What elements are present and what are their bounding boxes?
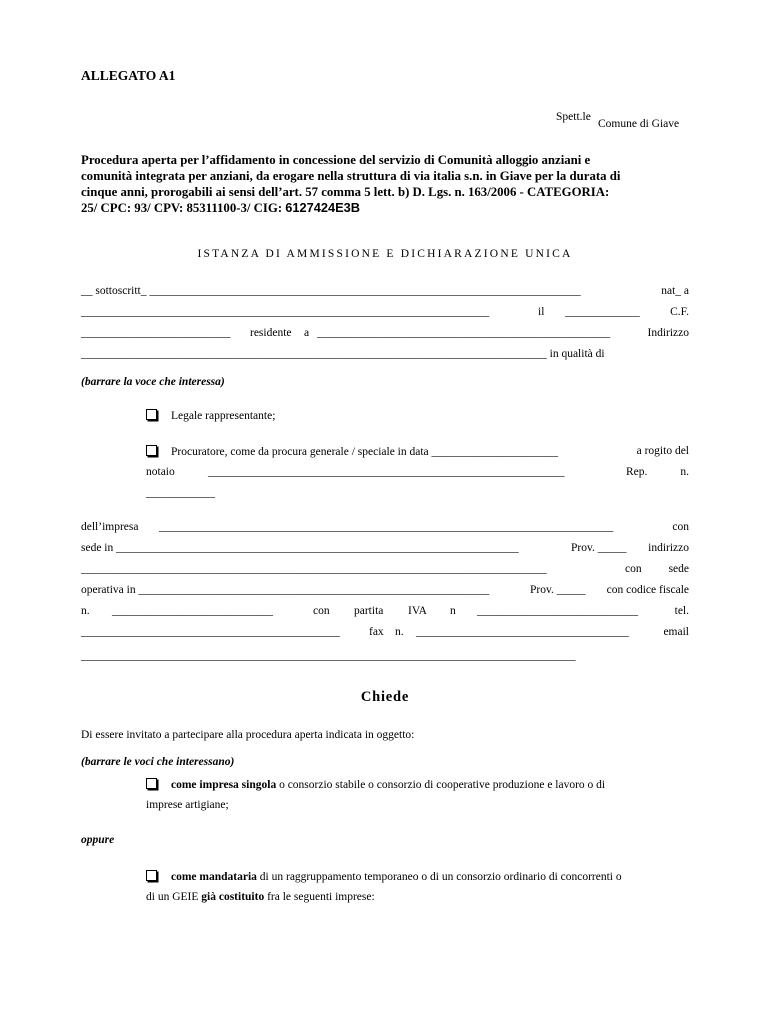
mandataria-rest: di un raggruppamento temporaneo o di un consorzio ordinario di concorrenti o [256, 871, 622, 883]
impresa-field: _______________________________________________________________________________ [159, 521, 614, 533]
cf-iva-line [81, 605, 689, 617]
il-label: il [538, 306, 545, 318]
rep-number-field: ____________ [146, 487, 215, 499]
mandataria-geie: di un GEIE [146, 891, 202, 903]
oppure-label: oppure [81, 834, 115, 846]
cig-code: 6127424E3B [285, 200, 360, 215]
rep-label: Rep. [626, 466, 648, 478]
subject-line-3: cinque anni, prorogabili ai sensi dell’art. 57 comma 5 lett. b) D. Lgs. n. 163/2006 - CATEGORIA: [81, 185, 610, 199]
mandataria-costituito: già costituito [201, 891, 265, 903]
impresa-label: dell’impresa [81, 521, 139, 533]
cf-label: C.F. [670, 306, 689, 318]
tel-field: _____________________________________________ [81, 626, 340, 638]
sottoscritto-field: __ sottoscritt_ ___________________________________________________________________________ [81, 285, 581, 297]
checkbox-procuratore[interactable] [146, 445, 157, 456]
prov-field-2: Prov. _____ [530, 584, 586, 596]
sede-field: sede in ______________________________________________________________________ [81, 542, 519, 554]
sede-line [81, 542, 689, 554]
singola-bold: come impresa singola [171, 779, 277, 791]
operativa-line [81, 584, 689, 596]
option-mandataria[interactable] [146, 870, 689, 883]
checkbox-mandataria[interactable] [146, 870, 157, 881]
chiede-text: Chiede [360, 689, 410, 705]
istanza-title [0, 248, 770, 260]
birthdate-field: _____________ [565, 306, 640, 318]
codice-fiscale-label: con codice fiscale [606, 584, 689, 596]
subject-line-4 [81, 200, 620, 216]
barrare-note-2: (barrare le voci che interessano) [81, 756, 235, 768]
mandataria-tail: fra le seguenti imprese: [264, 891, 375, 903]
cpv-text: 25/ CPC: 93/ CPV: 85311100-3/ CIG: [81, 201, 286, 215]
singola-rest: o consorzio stabile o consorzio di cooperative produzione e lavoro o di [276, 779, 606, 791]
invito-text: Di essere invitato a partecipare alla procedura aperta indicata in oggetto: [81, 729, 415, 741]
residence-line [81, 327, 689, 339]
operativa-field: operativa in _____________________________________________________________ [81, 584, 490, 596]
address-field: _________________________________________________________________________________ [81, 348, 547, 360]
con-label-2: con [625, 563, 642, 575]
sede-label: sede [668, 563, 689, 575]
tel-fax-line [81, 626, 689, 638]
mandataria-line-2 [146, 891, 375, 903]
istanza-title-text: ISTANZA DI AMMISSIONE E DICHIARAZIONE UNICA [197, 248, 573, 260]
residente-label: residente [250, 327, 292, 339]
birth-line [81, 306, 689, 318]
mandataria-bold: come mandataria [171, 871, 257, 883]
con-label-1: con [672, 521, 689, 533]
notaio-line [146, 466, 689, 478]
procuratore-text: Procuratore, come da procura generale / speciale in data ______________________ [171, 446, 559, 458]
sede-address-field: _________________________________________________________________________________ [81, 563, 547, 575]
a-rogito-label: a rogito del [636, 445, 689, 457]
nato-a-label: nat_ a [661, 285, 689, 297]
allegato-title: ALLEGATO A1 [81, 68, 176, 83]
notaio-field: ______________________________________________________________ [208, 466, 565, 478]
subject-line-2: comunità integrata per anziani, da erogare nella struttura di via italia s.n. in Giave per la durata di [81, 169, 621, 183]
iva-label: IVA [408, 605, 427, 617]
birthplace-field: _______________________________________________________________________ [81, 306, 490, 318]
spett-label: Spett.le [556, 111, 591, 123]
barrare-note-1: (barrare la voce che interessa) [81, 376, 225, 388]
codice-fiscale-field: ____________________________ [112, 605, 273, 617]
role-line [81, 348, 605, 360]
chiede-heading [0, 689, 770, 706]
residence-field: ___________________________________________________ [317, 327, 611, 339]
email-field: ______________________________________________________________________________________ [81, 650, 576, 662]
tel-label: tel. [674, 605, 689, 617]
email-label: email [663, 626, 689, 638]
a-label: a [304, 327, 310, 339]
option-legale[interactable] [146, 409, 275, 422]
option-singola[interactable] [146, 778, 689, 791]
fax-n-label: n. [395, 626, 404, 638]
fax-label: fax [369, 626, 384, 638]
subject-line-1: Procedura aperta per l’affidamento in concessione del servizio di Comunità alloggio anziani e [81, 153, 591, 167]
option-legale-label: Legale rappresentante; [171, 410, 276, 422]
con-label-3: con [313, 605, 330, 617]
indirizzo-label: Indirizzo [647, 327, 689, 339]
checkbox-legale[interactable] [146, 409, 157, 420]
singola-line-2: imprese artigiane; [146, 799, 229, 811]
notaio-label: notaio [146, 466, 175, 478]
rep-n-label: n. [680, 466, 689, 478]
prov-field-1: Prov. _____ [571, 542, 627, 554]
recipient-comune: Comune di Giave [598, 118, 680, 130]
procedure-subject [81, 152, 620, 216]
iva-n-label: n [450, 605, 456, 617]
indirizzo-label-2: indirizzo [648, 542, 689, 554]
impresa-line [81, 521, 689, 533]
fax-field: _____________________________________ [416, 626, 629, 638]
applicant-name-line [81, 285, 689, 297]
in-qualita-label: in qualità di [549, 348, 605, 360]
option-procuratore[interactable] [146, 445, 689, 458]
checkbox-singola[interactable] [146, 778, 157, 789]
partita-label: partita [354, 605, 384, 617]
sede-address-line [81, 563, 689, 575]
cf-field: __________________________ [81, 327, 231, 339]
n-label: n. [81, 605, 90, 617]
partita-iva-field: ____________________________ [477, 605, 638, 617]
